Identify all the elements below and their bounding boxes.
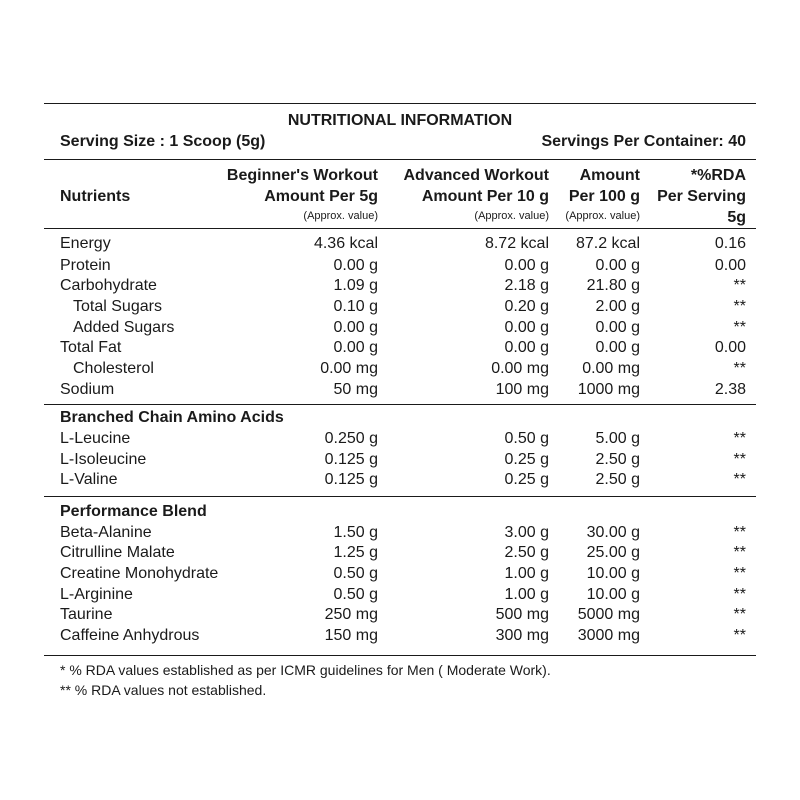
per100-value: 2.50 g <box>595 451 640 468</box>
advanced-value: 300 mg <box>495 627 549 644</box>
rda-value: ** <box>733 565 746 582</box>
advanced-value: 2.50 g <box>504 544 549 561</box>
rda-value: 0.00 <box>714 339 746 356</box>
table-row <box>60 360 748 381</box>
nutrient-name: Caffeine Anhydrous <box>60 627 200 644</box>
rda-value: ** <box>733 298 746 315</box>
beginner-value: 0.00 g <box>333 319 378 336</box>
advanced-value: 0.50 g <box>504 430 549 447</box>
bcaa-top-rule <box>44 404 756 405</box>
header-per100-note: (Approx. value) <box>565 210 640 222</box>
table-row <box>60 544 748 565</box>
nutrient-name: Total Fat <box>60 339 122 356</box>
advanced-value: 1.00 g <box>504 586 549 603</box>
rda-value: ** <box>733 586 746 603</box>
header-advanced-line1: Advanced Workout <box>403 167 549 184</box>
header-beginner-line2: Amount Per 5g <box>264 188 378 205</box>
header-advanced <box>404 165 550 225</box>
nutrient-name: L-Arginine <box>60 586 133 603</box>
rda-value: ** <box>733 524 746 541</box>
header-rda-line2: Per Serving <box>657 188 746 205</box>
nutrient-name: Total Sugars <box>73 298 162 315</box>
bcaa-section-title: Branched Chain Amino Acids <box>60 409 284 426</box>
header-nutrients: Nutrients <box>60 188 131 205</box>
servings-per-container: Servings Per Container: 40 <box>541 133 746 150</box>
table-row <box>60 235 748 256</box>
nutrient-name: L-Isoleucine <box>60 451 147 468</box>
beginner-value: 0.10 g <box>333 298 378 315</box>
per100-value: 10.00 g <box>586 565 640 582</box>
nutrient-name: Creatine Monohydrate <box>60 565 219 582</box>
table-row <box>60 381 748 402</box>
rda-value: ** <box>733 319 746 336</box>
beginner-value: 4.36 kcal <box>313 235 378 252</box>
per100-value: 3000 mg <box>577 627 640 644</box>
beginner-value: 0.00 g <box>333 257 378 274</box>
footer-rule <box>44 655 756 656</box>
per100-value: 87.2 kcal <box>575 235 640 252</box>
beginner-value: 0.125 g <box>324 451 378 468</box>
nutrient-name: Sodium <box>60 381 115 398</box>
table-row <box>60 471 748 492</box>
beginner-value: 150 mg <box>324 627 378 644</box>
advanced-value: 8.72 kcal <box>484 235 549 252</box>
per100-value: 5.00 g <box>595 430 640 447</box>
table-row <box>60 606 748 627</box>
nutrient-name: Citrulline Malate <box>60 544 175 561</box>
advanced-value: 0.25 g <box>504 451 549 468</box>
per100-value: 21.80 g <box>586 277 640 294</box>
beginner-value: 0.250 g <box>324 430 378 447</box>
nutrient-name: L-Valine <box>60 471 118 488</box>
header-rda-line3: 5g <box>727 209 746 226</box>
table-row <box>60 524 748 545</box>
advanced-value: 0.00 g <box>504 319 549 336</box>
rda-value: ** <box>733 471 746 488</box>
header-bottom-rule <box>44 228 756 229</box>
rda-value: ** <box>733 606 746 623</box>
nutrient-name: Taurine <box>60 606 113 623</box>
per100-value: 1000 mg <box>577 381 640 398</box>
header-top-rule <box>44 159 756 160</box>
rda-value: ** <box>733 544 746 561</box>
rda-value: ** <box>733 451 746 468</box>
beginner-value: 0.00 mg <box>320 360 378 377</box>
nutrient-name: Cholesterol <box>73 360 154 377</box>
per100-value: 0.00 g <box>595 257 640 274</box>
rda-value: ** <box>733 277 746 294</box>
footnote-rda-not-established: ** % RDA values not established. <box>60 682 267 698</box>
per100-value: 5000 mg <box>577 606 640 623</box>
top-rule <box>44 103 756 104</box>
beginner-value: 1.50 g <box>333 524 378 541</box>
per100-value: 25.00 g <box>586 544 640 561</box>
advanced-value: 3.00 g <box>504 524 549 541</box>
beginner-value: 1.09 g <box>333 277 378 294</box>
nutrient-name: L-Leucine <box>60 430 131 447</box>
advanced-value: 100 mg <box>495 381 549 398</box>
per100-value: 2.00 g <box>595 298 640 315</box>
blend-top-rule <box>44 496 756 497</box>
header-per100-line1: Amount <box>579 167 640 184</box>
advanced-value: 2.18 g <box>504 277 549 294</box>
beginner-value: 0.00 g <box>333 339 378 356</box>
beginner-value: 0.50 g <box>333 586 378 603</box>
panel-title: NUTRITIONAL INFORMATION <box>287 112 513 129</box>
advanced-value: 1.00 g <box>504 565 549 582</box>
advanced-value: 0.00 g <box>504 257 549 274</box>
header-beginner-line1: Beginner's Workout <box>226 167 378 184</box>
header-per100-line2: Per 100 g <box>568 188 640 205</box>
blend-section-title: Performance Blend <box>60 503 207 520</box>
beginner-value: 1.25 g <box>333 544 378 561</box>
table-row <box>60 277 748 298</box>
header-advanced-line2: Amount Per 10 g <box>421 188 549 205</box>
table-row <box>60 257 748 278</box>
table-row <box>60 339 748 360</box>
advanced-value: 0.00 mg <box>491 360 549 377</box>
header-rda <box>657 165 746 228</box>
per100-value: 2.50 g <box>595 471 640 488</box>
header-beginner-note: (Approx. value) <box>303 210 378 222</box>
table-row <box>60 319 748 340</box>
per100-value: 0.00 g <box>595 339 640 356</box>
table-row <box>60 627 748 648</box>
advanced-value: 0.20 g <box>504 298 549 315</box>
table-row <box>60 586 748 607</box>
header-rda-line1: *%RDA <box>690 167 746 184</box>
table-row <box>60 565 748 586</box>
header-advanced-note: (Approx. value) <box>474 210 549 222</box>
rda-value: ** <box>733 627 746 644</box>
beginner-value: 0.125 g <box>324 471 378 488</box>
per100-value: 0.00 mg <box>582 360 640 377</box>
nutrient-name: Added Sugars <box>73 319 175 336</box>
rda-value: ** <box>733 430 746 447</box>
rda-value: 2.38 <box>714 381 746 398</box>
rda-value: 0.00 <box>714 257 746 274</box>
table-row <box>60 430 748 451</box>
nutrient-name: Beta-Alanine <box>60 524 152 541</box>
per100-value: 30.00 g <box>586 524 640 541</box>
table-row <box>60 298 748 319</box>
per100-value: 0.00 g <box>595 319 640 336</box>
rda-value: 0.16 <box>714 235 746 252</box>
per100-value: 10.00 g <box>586 586 640 603</box>
nutrient-name: Energy <box>60 235 111 252</box>
advanced-value: 0.25 g <box>504 471 549 488</box>
nutrient-name: Carbohydrate <box>60 277 157 294</box>
nutrient-name: Protein <box>60 257 111 274</box>
header-beginner <box>227 165 378 225</box>
beginner-value: 50 mg <box>333 381 378 398</box>
beginner-value: 250 mg <box>324 606 378 623</box>
header-per100 <box>565 165 640 225</box>
footnote-rda-basis: * % RDA values established as per ICMR guidelines for Men ( Moderate Work). <box>60 662 551 678</box>
serving-size: Serving Size : 1 Scoop (5g) <box>60 133 266 150</box>
beginner-value: 0.50 g <box>333 565 378 582</box>
table-row <box>60 451 748 472</box>
rda-value: ** <box>733 360 746 377</box>
advanced-value: 0.00 g <box>504 339 549 356</box>
advanced-value: 500 mg <box>495 606 549 623</box>
